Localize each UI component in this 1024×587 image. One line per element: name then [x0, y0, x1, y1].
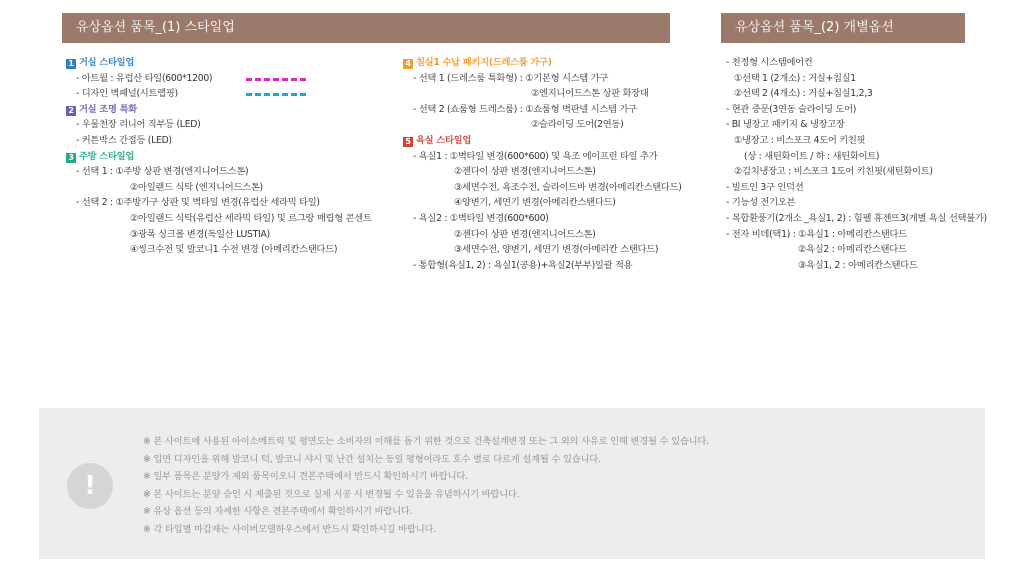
section-title — [66, 102, 372, 118]
option-line: ②김치냉장고 : 비스포크 1도어 키친핏(새틴화이트) — [734, 166, 933, 178]
option-line: - 선택 2 : ①주방가구 상판 및 벽타일 변경(유럽산 세라믹 타일) — [76, 197, 320, 209]
option-line: ①냉장고 : 비스포크 4도어 키친핏 — [734, 134, 866, 146]
section-number-badge: 2 — [66, 106, 76, 116]
header-individual-options: 유상옵션 품목_(2) 개별옵션 — [721, 13, 965, 43]
option-line: - 선택 1 : ①주방 상판 변경(엔지니어드스톤) — [76, 166, 249, 178]
option-line: ②선택 2 (4개소) : 거실+침실1,2,3 — [734, 88, 873, 100]
section-title — [403, 133, 682, 149]
notice-item: ※ 본 사이트는 분양 승인 시 제출된 것으로 실제 시공 시 변경될 수 있음을 유념하시기 바랍니다. — [143, 488, 520, 500]
option-line: ②아일랜드 식탁 (엔지니어드스톤) — [130, 181, 263, 193]
legend-dash-line — [246, 93, 306, 96]
option-line: ①선택 1 (2개소) : 거실+침실1 — [734, 72, 856, 84]
individual-options-column — [726, 55, 987, 273]
style-up-column — [66, 55, 372, 258]
option-line: - 욕실1 : ①벽타일 변경(600*600) 및 욕조 에이프런 타일 추가 — [413, 150, 658, 162]
notice-item: ※ 입면 디자인을 위해 발코니 턱, 발코니 샤시 및 난간 설치는 동일 평형이라도 호수 별로 다르게 설계될 수 있습니다. — [143, 453, 601, 465]
section-number-badge: 5 — [403, 137, 413, 147]
legend-dash-line — [246, 78, 306, 81]
option-line: - 선택 1 (드레스룸 특화형) : ①기본형 시스템 가구 — [413, 72, 609, 84]
option-line: ②젠다이 상판 변경(엔지니어드스톤) — [454, 228, 596, 240]
option-line: - BI 냉장고 패키지 & 냉장고장 — [726, 119, 845, 131]
option-line: - 욕실2 : ①벽타일 변경(600*600) — [413, 212, 549, 224]
bathroom-dressroom-column — [403, 55, 682, 273]
notice-item: ※ 유상 옵션 등의 자세한 사항은 견본주택에서 확인하시기 바랍니다. — [143, 506, 413, 517]
section-title-text: 거실 조명 특화 — [79, 103, 137, 115]
option-line: ③세면수전, 양변기, 세면기 변경(아메리칸 스탠다드) — [454, 244, 659, 256]
option-line: - 선택 2 (쇼룸형 드레스룸) : ①쇼룸형 벽판넬 시스템 가구 — [413, 103, 637, 115]
option-line: - 통합형(욕실1, 2) : 욕실1(공용)+욕실2(부부)일괄 적용 — [413, 259, 633, 271]
option-line: ③세면수전, 욕조수전, 슬라이드바 변경(아메리칸스탠다드) — [454, 181, 682, 193]
notice-box — [39, 408, 985, 559]
option-line: ③광폭 싱크볼 변경(독일산 LUSTIA) — [130, 228, 270, 240]
section-number-badge: 3 — [66, 153, 76, 163]
notice-item: ※ 본 사이트에 사용된 아이소메트릭 및 평면도는 소비자의 이해를 돕기 위한 것으로 건축설계변경 또는 그 외의 사유로 인해 변경될 수 있습니다. — [143, 436, 709, 447]
option-line: - 전자 비데(택1) : ①욕실1 : 아메리칸스탠다드 — [726, 228, 907, 240]
header-style-up: 유상옵션 품목_(1) 스타일업 — [62, 13, 670, 43]
option-line: - 아트월 : 유럽산 타일(600*1200) — [66, 71, 372, 87]
option-line: - 디자인 벽패널(시트랩핑) — [66, 86, 372, 102]
section-title-text: 침실1 수납 패키지(드레스룸 가구) — [416, 57, 552, 68]
option-line: ②아일랜드 식탁(유럽산 세라믹 타일) 및 르그랑 매립형 콘센트 — [130, 212, 372, 224]
option-line: - 우물천장 리니어 직부등 (LED) — [76, 119, 201, 131]
option-line: - 현관 중문(3연동 슬라이딩 도어) — [726, 103, 857, 115]
option-line: (상 : 새틴화이트 / 하 : 새틴화이트) — [744, 150, 880, 162]
section-title-text: 주방 스타일업 — [79, 150, 135, 162]
option-line: - 기능성 전기오븐 — [726, 197, 796, 209]
option-line: ②젠다이 상판 변경(엔지니어드스톤) — [454, 166, 596, 178]
option-line: - 빌트인 3구 인덕션 — [726, 181, 804, 193]
option-line: ③욕실1, 2 : 아메리칸스탠다드 — [798, 259, 918, 271]
option-line: ④씽크수전 및 발코니1 수전 변경 (아메리칸스탠다드) — [130, 244, 338, 256]
option-line: ②욕실2 : 아메리칸스탠다드 — [798, 244, 907, 256]
option-line: ④양변기, 세면기 변경(아메리칸스탠다드) — [454, 197, 616, 209]
section-title-text: 거실 스타일업 — [79, 57, 135, 68]
section-number-badge: 1 — [66, 59, 76, 69]
notice-list — [143, 433, 709, 538]
section-title — [66, 149, 372, 165]
section-title — [403, 55, 682, 71]
alert-icon: ! — [67, 463, 113, 509]
option-line: - 복합환풍기(2개소 _욕실1, 2) : 힘펠 휴젠뜨3(개별 욕실 선택불가) — [726, 212, 987, 224]
notice-item: ※ 각 타입별 마감재는 사이버모델하우스에서 반드시 확인하시길 바랍니다. — [143, 523, 437, 535]
section-title — [66, 55, 372, 71]
section-title-text: 욕실 스타일업 — [416, 134, 472, 146]
option-line: - 커튼박스 간접등 (LED) — [76, 134, 172, 146]
section-number-badge: 4 — [403, 59, 413, 69]
option-line: ②엔지니어드스톤 상판 화장대 — [531, 88, 649, 100]
notice-item: ※ 일부 품목은 분양가 제외 품목이오니 견본주택에서 반드시 확인하시기 바랍니다. — [143, 471, 468, 482]
option-line: ②슬라이딩 도어(2연동) — [531, 119, 624, 131]
option-line: - 천정형 시스템에어컨 — [726, 57, 813, 68]
